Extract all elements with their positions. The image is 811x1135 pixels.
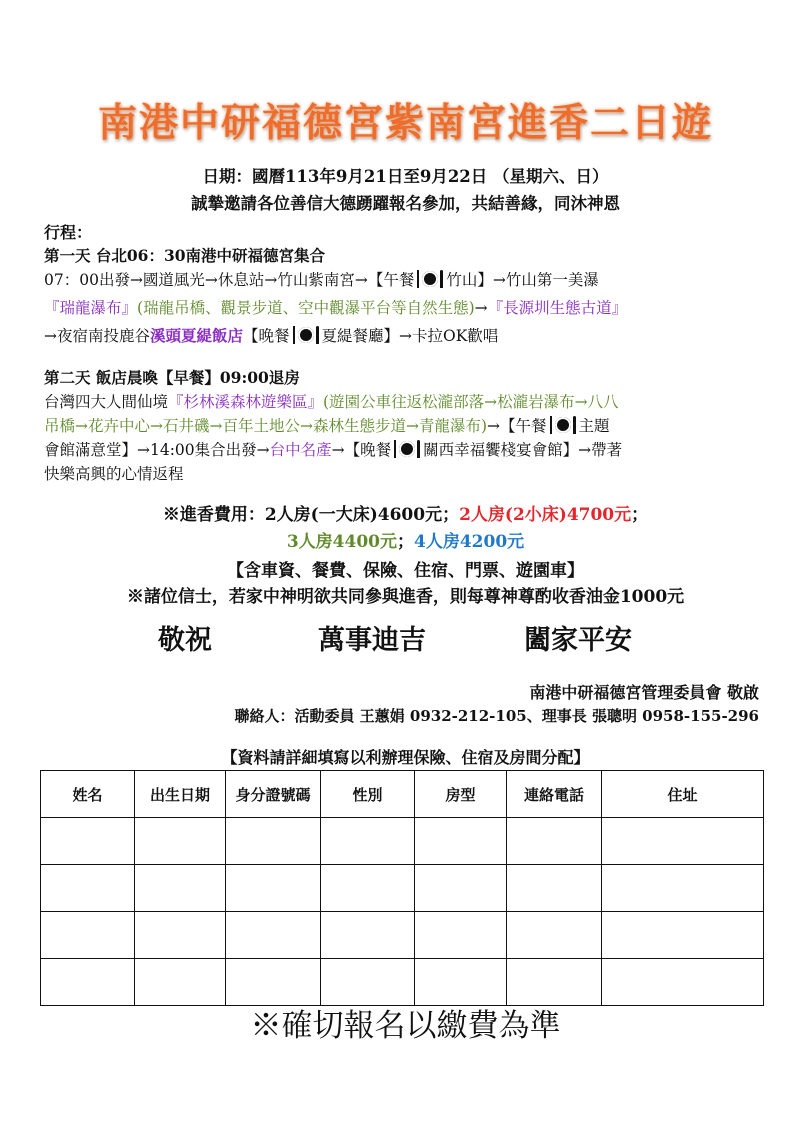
changyuan-trail: 『長源圳生態古道』 [487,299,628,317]
table-cell[interactable] [226,959,321,1006]
day1-line3-text-a: →夜宿南投鹿谷 [44,327,150,345]
day1-heading: 第一天 台北06：30南港中研福德宮集合 [44,246,326,265]
registration-table [40,770,764,1006]
table-cell[interactable] [507,912,602,959]
shanlinxi-park: 『杉林溪森林遊樂區』 [168,393,324,411]
table-cell[interactable] [226,865,321,912]
day1-line1 [44,268,599,290]
day1-line3-text-d: 夏緹餐廳】→卡拉OK歡唱 [321,327,499,345]
contact-line: 聯絡人：活動委員 王蕙娟 0932-212-105、理事長 張聰明 0958-155-296 [234,707,759,725]
table-cell[interactable] [415,818,507,865]
blessing-1: 敬祝 [158,625,212,656]
taichung-specialty: 台中名產 [269,441,332,459]
day2-heading: 第二天 飯店晨喚【早餐】09:00退房 [44,368,300,387]
organizer: 南港中研福德宮管理委員會 敬啟 [529,683,759,702]
table-cell[interactable] [41,865,135,912]
header-birthdate: 出生日期 [135,771,226,818]
table-cell[interactable] [321,912,415,959]
table-cell[interactable] [507,865,602,912]
meal-plate-icon [416,270,444,288]
table-cell[interactable] [41,912,135,959]
deity-note: ※諸位信士，若家中神明欲共同參與進香，則每尊神尊酌收香油金1000元 [126,587,685,607]
table-cell[interactable] [135,818,226,865]
day2-line3 [44,438,622,460]
arrow: → [474,299,488,317]
form-note: 【資料請詳細填寫以利辦理保險、住宿及房間分配】 [221,748,590,767]
header-name: 姓名 [41,771,135,818]
table-cell[interactable] [415,959,507,1006]
table-row [41,959,764,1006]
table-cell[interactable] [41,818,135,865]
day1-line1-text-b: 竹山】→竹山第一美瀑 [446,271,599,289]
ruilong-details: (瑞龍吊橋、觀景步道、空中觀瀑平台等自然生態) [137,299,475,317]
table-cell[interactable] [226,912,321,959]
table-row [41,818,764,865]
header-phone: 連絡電話 [507,771,602,818]
table-cell[interactable] [135,959,226,1006]
table-cell[interactable] [602,912,764,959]
itinerary-label: 行程： [44,223,93,242]
hotel-name: 溪頭夏緹飯店 [150,326,244,345]
day1-line3-text-c: 【晚餐 [243,327,290,345]
date-line: 日期：國曆113年9月21日至9月22日 （星期六、日） [202,167,609,186]
day1-line2 [44,296,627,318]
fee-double-one-bed: ※進香費用：2人房(一大床)4600元； [162,505,460,525]
blessing-2: 萬事迪吉 [318,625,426,656]
meal-plate-icon [549,416,577,434]
header-address: 住址 [602,771,764,818]
day2-line3-text-a: 會館滿意堂】→14:00集合出發→ [44,441,270,459]
day2-line2 [44,414,610,436]
fee-triple: 3人房4400元 [286,532,397,552]
day2-line1-text-c: (遊園公車往返松瀧部落→松瀧岩瀑布→八八 [323,393,619,411]
day2-line3-text-c: →【晚餐 [331,441,392,459]
header-id-number: 身分證號碼 [226,771,321,818]
header-gender: 性別 [321,771,415,818]
table-header-row [41,771,764,818]
meal-plate-icon [292,326,320,344]
fee-double-two-beds: 2人房(2小床)4700元 [459,505,632,525]
table-cell[interactable] [321,959,415,1006]
fee-quad: 4人房4200元 [414,532,525,552]
day2-line1-text-a: 台灣四大人間仙境 [44,393,169,411]
fee-line1 [0,500,811,525]
table-cell[interactable] [226,818,321,865]
table-cell[interactable] [602,959,764,1006]
table-cell[interactable] [507,818,602,865]
day2-line4: 快樂高興的心情返程 [44,465,184,483]
ruilong-waterfall: 『瑞龍瀑布』 [44,299,138,317]
fee-sep: ； [631,505,649,525]
includes-line: 【含車資、餐費、保險、住宿、門票、遊園車】 [227,561,584,581]
header-room-type: 房型 [415,771,507,818]
table-cell[interactable] [321,818,415,865]
footer-note: ※確切報名以繳費為準 [250,1008,561,1044]
table-cell[interactable] [507,959,602,1006]
table-cell[interactable] [602,818,764,865]
table-row [41,865,764,912]
invite-line: 誠摯邀請各位善信大德踴躍報名參加，共結善緣，同沐神恩 [191,194,620,213]
day2-line2-text-b: →【午餐 [487,417,547,435]
day1-line1-text-a: 07：00出發→國道風光→休息站→竹山紫南宮→【午餐 [44,271,415,289]
table-row [41,912,764,959]
day2-line1 [44,390,619,412]
table-cell[interactable] [415,912,507,959]
day2-line2-text-a: 吊橋→花卉中心→石井磯→百年土地公→森林生態步道→青龍瀑布) [44,417,487,435]
fee-line2 [0,527,811,552]
meal-plate-icon [393,440,421,458]
page-title: 南港中研福德宮紫南宮進香二日遊 [97,100,713,146]
day2-line2-text-c: 主題 [578,417,610,435]
table-cell[interactable] [41,959,135,1006]
fee-sep: ； [397,532,414,552]
table-cell[interactable] [415,865,507,912]
blessing-3: 闔家平安 [524,625,632,656]
table-cell[interactable] [602,865,764,912]
table-cell[interactable] [135,912,226,959]
table-cell[interactable] [135,865,226,912]
table-cell[interactable] [321,865,415,912]
day1-line3 [44,324,498,346]
day2-line3-text-d: 關西幸福饗棧宴會館】→帶著 [423,441,623,459]
